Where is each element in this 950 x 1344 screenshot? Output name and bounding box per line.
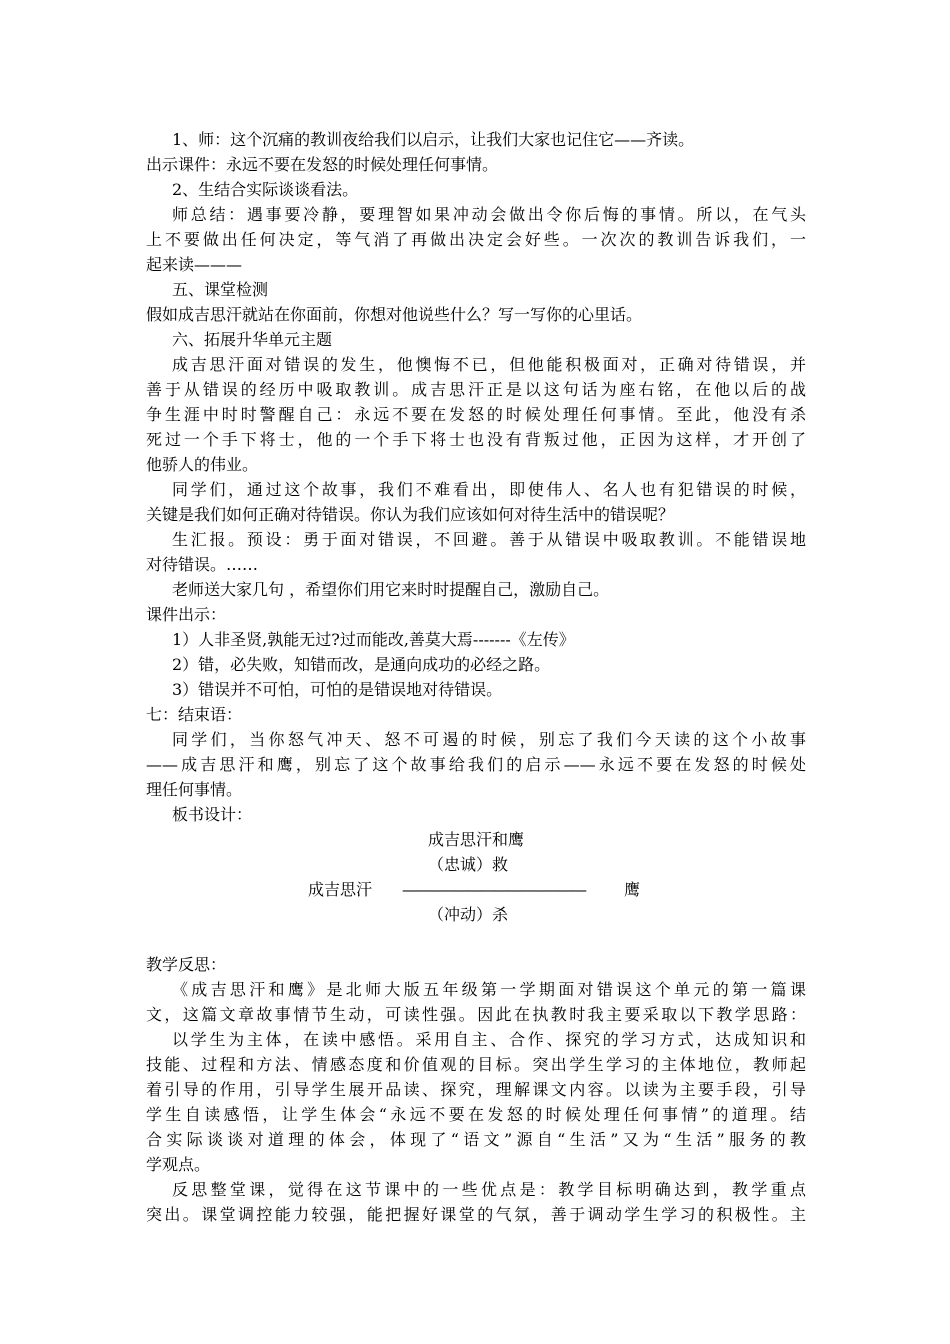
paragraph-line: 对待错误。…… <box>146 555 259 574</box>
paragraph-line: 《成吉思汗和鹰》是北师大版五年级第一学期面对错误这个单元的第一篇课 <box>172 980 806 999</box>
board-bottom-label: （冲动）杀 <box>428 905 509 924</box>
board-right-label: 鹰 <box>624 880 641 899</box>
paragraph-line: 合实际谈谈对道理的体会，体现了“语文”源自“生活”又为“生活”服务的教 <box>146 1130 806 1149</box>
paragraph-line: 同学们，当你怒气冲天、怒不可遏的时候，别忘了我们今天读的这个小故事 <box>172 730 806 749</box>
section-heading: 教学反思： <box>146 955 227 974</box>
paragraph-line: 他骄人的伟业。 <box>146 455 259 474</box>
board-left-label: 成吉思汗 <box>308 880 373 899</box>
paragraph-line: 2、生结合实际谈谈看法。 <box>172 180 359 199</box>
paragraph-line: 出示课件：永远不要在发怒的时候处理任何事情。 <box>146 155 499 174</box>
paragraph-line: 死过一个手下将士，他的一个手下将士也没有背叛过他，正因为这样，才开创了 <box>146 430 806 449</box>
paragraph-line: 1、师：这个沉痛的教训夜给我们以启示，让我们大家也记住它——齐读。 <box>172 130 695 149</box>
paragraph-line: 关键是我们如何正确对待错误。你认为我们应该如何对待生活中的错误呢？ <box>146 505 675 524</box>
paragraph-line: 上不要做出任何决定，等气消了再做出决定会好些。一次次的教训告诉我们，一 <box>146 230 806 249</box>
paragraph-line: 技能、过程和方法、情感态度和价值观的目标。突出学生学习的主体地位，教师起 <box>146 1055 806 1074</box>
board-title: 成吉思汗和鹰 <box>427 830 524 849</box>
section-heading: 七：结束语： <box>146 705 243 724</box>
paragraph-line: 师总结：遇事要冷静，要理智如果冲动会做出令你后悔的事情。所以，在气头 <box>172 205 806 224</box>
paragraph-line: 理任何事情。 <box>146 780 243 799</box>
paragraph-line: 学生自读感悟，让学生体会“永远不要在发怒的时候处理任何事情”的道理。结 <box>146 1105 806 1124</box>
paragraph-line: 着引导的作用，引导学生展开品读、探究，理解课文内容。以读为主要手段，引导 <box>146 1080 806 1099</box>
paragraph-line: 善于从错误的经历中吸取教训。成吉思汗正是以这句话为座右铭，在他以后的战 <box>146 380 806 399</box>
paragraph-line: 学观点。 <box>146 1155 211 1174</box>
paragraph-line: 课件出示： <box>146 605 227 624</box>
board-connector: —————————————— <box>402 880 584 899</box>
section-heading: 五、课堂检测 <box>172 280 269 299</box>
paragraph-line: 以学生为主体，在读中感悟。采用自主、合作、探究的学习方式，达成知识和 <box>172 1030 806 1049</box>
paragraph-line: 文，这篇文章故事情节生动，可读性强。因此在执教时我主要采取以下教学思路： <box>146 1005 806 1024</box>
paragraph-line: 老师送大家几句 ，希望你们用它来时时提醒自己，激励自己。 <box>172 580 610 599</box>
paragraph-line: 争生涯中时时警醒自己：永远不要在发怒的时候处理任何事情。至此，他没有杀 <box>146 405 806 424</box>
list-item: 1）人非圣贤,孰能无过?过而能改,善莫大焉-------《左传》 <box>172 630 575 649</box>
list-item: 2）错，必失败，知错而改，是通向成功的必经之路。 <box>172 655 551 674</box>
paragraph-line: 生汇报。预设：勇于面对错误，不回避。善于从错误中吸取教训。不能错误地 <box>172 530 806 549</box>
section-heading: 六、拓展升华单元主题 <box>172 330 333 349</box>
list-item: 3）错误并不可怕，可怕的是错误地对待错误。 <box>172 680 503 699</box>
section-heading: 板书设计： <box>172 805 253 824</box>
paragraph-line: 反思整堂课，觉得在这节课中的一些优点是：教学目标明确达到，教学重点 <box>172 1180 806 1199</box>
paragraph-line: 同学们，通过这个故事，我们不难看出，即使伟人、名人也有犯错误的时候， <box>172 480 806 499</box>
paragraph-line: 假如成吉思汗就站在你面前，你想对他说些什么？写一写你的心里话。 <box>146 305 643 324</box>
paragraph-line: ——成吉思汗和鹰，别忘了这个故事给我们的启示——永远不要在发怒的时候处 <box>146 755 806 774</box>
paragraph-line: 成吉思汗面对错误的发生，他懊悔不已，但他能积极面对，正确对待错误，并 <box>172 355 806 374</box>
paragraph-line: 起来读——— <box>146 255 243 274</box>
board-top-label: （忠诚）救 <box>428 855 509 874</box>
paragraph-line: 突出。课堂调控能力较强，能把握好课堂的气氛，善于调动学生学习的积极性。主 <box>146 1205 806 1224</box>
